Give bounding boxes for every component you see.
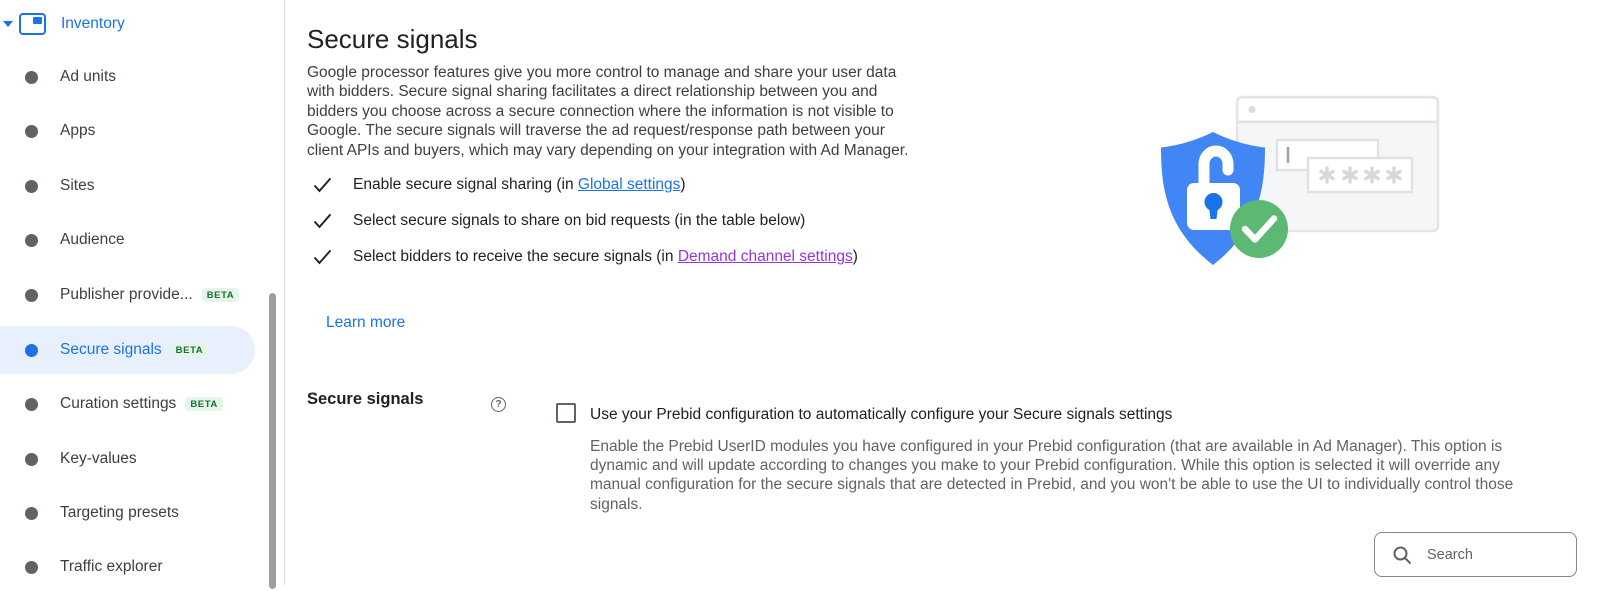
sidebar-scrollbar-thumb[interactable] [269, 293, 276, 589]
expand-arrow-icon[interactable] [3, 21, 13, 27]
sidebar [0, 0, 285, 585]
bullet-icon [25, 344, 38, 357]
prebid-config-checkbox-label[interactable]: Use your Prebid configuration to automatically configure your Secure signals settings [590, 406, 1173, 423]
learn-more-link[interactable]: Learn more [326, 314, 406, 331]
sidebar-item-traffic-explorer[interactable]: Traffic explorer [0, 543, 284, 591]
sidebar-item-ad-units[interactable]: Ad units [0, 53, 284, 101]
table-search-box [1374, 532, 1577, 577]
check-icon [313, 177, 332, 193]
sidebar-item-audience[interactable]: Audience [0, 216, 284, 264]
bullet-icon [25, 180, 38, 193]
section-label-secure-signals: Secure signals [307, 390, 424, 408]
sidebar-item-apps[interactable]: Apps [0, 107, 284, 155]
page-title: Secure signals [307, 24, 478, 54]
check-badge-icon [1230, 200, 1288, 258]
password-input-icon [1308, 158, 1412, 192]
inventory-icon [19, 13, 46, 35]
sidebar-item-inventory[interactable] [0, 8, 284, 40]
prebid-config-note: Enable the Prebid UserID modules you have configured in your Prebid configuration (that are available in Ad Manager). This option is dynamic and will update according to changes you make to your Prebid configuration. While this option is selected it will override any manual configuration for the secure signals that are detected in Prebid, and you won't be able to use the UI to individually control those signals. [590, 438, 1514, 513]
global-settings-link[interactable]: Global settings [577, 176, 681, 193]
sidebar-item-key-values[interactable]: Key-values [0, 435, 284, 483]
sidebar-item-sites[interactable]: Sites [0, 162, 284, 210]
setup-checklist [313, 167, 858, 275]
checklist-item: Select bidders to receive the secure signals (in Demand channel settings) [313, 239, 858, 275]
sidebar-item-targeting-presets[interactable]: Targeting presets [0, 489, 284, 537]
help-icon[interactable]: ? [491, 397, 506, 412]
secure-signals-illustration [1135, 88, 1455, 268]
inventory-icon-square [33, 17, 42, 24]
check-icon [313, 249, 332, 265]
search-icon [1392, 545, 1412, 565]
bullet-icon [25, 507, 38, 520]
sidebar-item-secure-signals[interactable]: Secure signals BETA [0, 326, 255, 374]
prebid-config-checkbox[interactable] [556, 403, 576, 423]
checklist-item: Select secure signals to share on bid requests (in the table below) [313, 203, 858, 239]
bullet-icon [25, 71, 38, 84]
beta-badge: BETA [202, 288, 240, 303]
check-icon [313, 213, 332, 229]
sidebar-header-label: Inventory [61, 15, 125, 32]
bullet-icon [25, 398, 38, 411]
beta-badge: BETA [185, 397, 223, 412]
page-description: Google processor features give you more control to manage and share your user data with bidders. Secure signal sharing facilitates a direct relationship between you and bidders you choose across a secure connection where the information is not visible to Google. The secure signals will traverse the ad request/response path between your client APIs and buyers, which may vary depending on your integration with Ad Manager. [307, 64, 909, 159]
bullet-icon [25, 561, 38, 574]
demand-channel-settings-link[interactable]: Demand channel settings [677, 248, 853, 265]
bullet-icon [25, 453, 38, 466]
window-dot-icon [1249, 106, 1256, 113]
sidebar-item-curation-settings[interactable]: Curation settings BETA [0, 380, 284, 428]
bullet-icon [25, 125, 38, 138]
search-input[interactable] [1425, 546, 1569, 564]
bullet-icon [25, 234, 38, 247]
bullet-icon [25, 289, 38, 302]
sidebar-item-publisher-provided[interactable]: Publisher provide... BETA [0, 271, 284, 319]
checklist-item: Enable secure signal sharing (in Global settings) [313, 167, 858, 203]
beta-badge: BETA [171, 343, 209, 358]
